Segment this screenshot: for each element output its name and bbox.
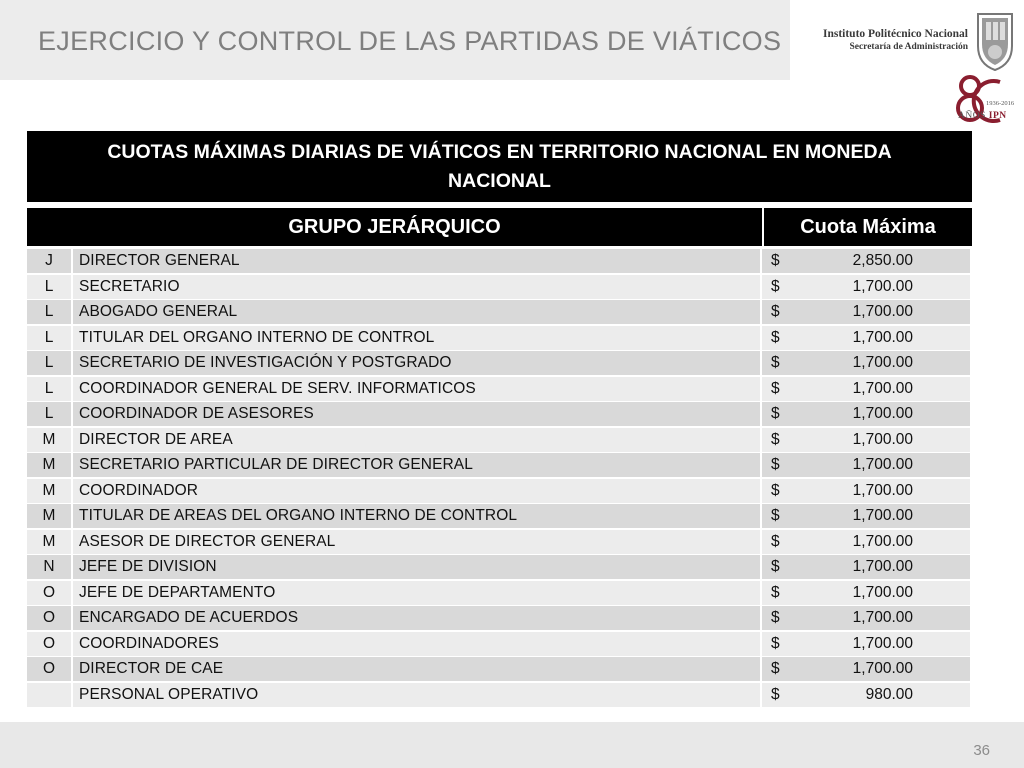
position-cell: ENCARGADO DE ACUERDOS (73, 606, 760, 630)
level-cell: L (27, 351, 71, 375)
ipn-emblem-icon (974, 10, 1016, 72)
level-cell: N (27, 555, 71, 579)
amount-value: 1,700.00 (852, 379, 913, 397)
amount-value: 1,700.00 (852, 481, 913, 499)
level-cell: O (27, 581, 71, 605)
position-cell: COORDINADORES (73, 632, 760, 656)
table-row (27, 326, 972, 352)
table-title: CUOTAS MÁXIMAS DIARIAS DE VIÁTICOS EN TERRITORIO NACIONAL EN MONEDA NACIONAL (27, 131, 972, 202)
amount-cell (762, 453, 970, 477)
level-cell (27, 683, 71, 707)
level-cell: L (27, 300, 71, 324)
amount-cell (762, 402, 970, 426)
institution-name (806, 28, 968, 54)
currency-symbol: $ (771, 430, 780, 448)
table-row (27, 402, 972, 428)
level-cell: O (27, 657, 71, 681)
currency-symbol: $ (771, 354, 780, 371)
position-cell: ABOGADO GENERAL (73, 300, 760, 324)
amount-value: 1,700.00 (852, 277, 913, 295)
anniversary-years: 1936-2016 (986, 100, 1015, 107)
currency-symbol: $ (771, 481, 780, 499)
level-cell: L (27, 377, 71, 401)
currency-symbol: $ (771, 252, 780, 269)
currency-symbol: $ (771, 328, 780, 346)
header-grupo-jerarquico: GRUPO JERÁRQUICO (27, 208, 762, 246)
table-row (27, 377, 972, 403)
position-cell: COORDINADOR DE ASESORES (73, 402, 760, 426)
currency-symbol: $ (771, 277, 780, 295)
level-cell: M (27, 504, 71, 528)
amount-value: 1,700.00 (852, 583, 913, 601)
level-cell: L (27, 275, 71, 299)
level-cell: M (27, 428, 71, 452)
amount-cell (762, 632, 970, 656)
position-cell: JEFE DE DEPARTAMENTO (73, 581, 760, 605)
amount-value: 1,700.00 (852, 430, 913, 448)
table-row (27, 249, 972, 275)
level-cell: M (27, 530, 71, 554)
amount-value: 1,700.00 (852, 405, 913, 422)
currency-symbol: $ (771, 379, 780, 397)
amount-value: 980.00 (865, 685, 913, 703)
amount-value: 1,700.00 (852, 303, 913, 320)
amount-value: 1,700.00 (852, 456, 913, 473)
amount-cell (762, 606, 970, 630)
amount-cell (762, 657, 970, 681)
quota-table-body (27, 249, 972, 708)
level-cell: O (27, 632, 71, 656)
level-cell: L (27, 402, 71, 426)
amount-cell (762, 275, 970, 299)
amount-value: 1,700.00 (852, 558, 913, 575)
amount-value: 1,700.00 (852, 354, 913, 371)
table-row (27, 479, 972, 505)
table-row (27, 555, 972, 581)
amount-cell (762, 504, 970, 528)
amount-cell (762, 555, 970, 579)
currency-symbol: $ (771, 660, 780, 677)
table-row (27, 453, 972, 479)
amount-cell (762, 428, 970, 452)
amount-cell (762, 683, 970, 707)
anniversary-label (958, 111, 1007, 121)
amount-cell (762, 249, 970, 273)
position-cell: SECRETARIO PARTICULAR DE DIRECTOR GENERAL (73, 453, 760, 477)
position-cell: COORDINADOR (73, 479, 760, 503)
position-cell: PERSONAL OPERATIVO (73, 683, 760, 707)
amount-cell (762, 351, 970, 375)
header-cuota-maxima: Cuota Máxima (764, 208, 972, 246)
currency-symbol: $ (771, 558, 780, 575)
amount-value: 1,700.00 (852, 634, 913, 652)
amount-cell (762, 300, 970, 324)
ipn-text: IPN (988, 111, 1007, 121)
currency-symbol: $ (771, 609, 780, 626)
amount-value: 1,700.00 (852, 609, 913, 626)
institution-label: Instituto Politécnico Nacional (822, 28, 968, 40)
position-cell: JEFE DE DIVISION (73, 555, 760, 579)
table-row (27, 504, 972, 530)
position-cell: DIRECTOR DE AREA (73, 428, 760, 452)
level-cell: L (27, 326, 71, 350)
table-row (27, 632, 972, 658)
position-cell: ASESOR DE DIRECTOR GENERAL (73, 530, 760, 554)
currency-symbol: $ (771, 532, 780, 550)
table-row (27, 657, 972, 683)
slide-title: EJERCICIO Y CONTROL DE LAS PARTIDAS DE VIÁTICOS (38, 26, 782, 56)
position-cell: SECRETARIO DE INVESTIGACIÓN Y POSTGRADO (73, 351, 760, 375)
department-label: Secretaría de Administración (849, 42, 968, 52)
page-number: 36 (973, 742, 990, 759)
amount-cell (762, 479, 970, 503)
table-row (27, 530, 972, 556)
position-cell: COORDINADOR GENERAL DE SERV. INFORMATICOS (73, 377, 760, 401)
currency-symbol: $ (771, 456, 780, 473)
amount-cell (762, 530, 970, 554)
footer-band (0, 722, 1024, 768)
position-cell: TITULAR DE AREAS DEL ORGANO INTERNO DE CONTROL (73, 504, 760, 528)
anos-text: AÑOS (958, 111, 986, 121)
position-cell: DIRECTOR GENERAL (73, 249, 760, 273)
amount-value: 1,700.00 (852, 507, 913, 524)
table-row (27, 300, 972, 326)
level-cell: M (27, 453, 71, 477)
ipn-logo (806, 8, 1016, 133)
table-row (27, 606, 972, 632)
level-cell: M (27, 479, 71, 503)
amount-cell (762, 377, 970, 401)
level-cell: O (27, 606, 71, 630)
amount-value: 1,700.00 (852, 328, 913, 346)
table-row (27, 581, 972, 607)
amount-value: 1,700.00 (852, 532, 913, 550)
currency-symbol: $ (771, 634, 780, 652)
level-cell: J (27, 249, 71, 273)
currency-symbol: $ (771, 583, 780, 601)
currency-symbol: $ (771, 507, 780, 524)
amount-cell (762, 326, 970, 350)
currency-symbol: $ (771, 303, 780, 320)
amount-value: 2,850.00 (852, 252, 913, 269)
table-row (27, 428, 972, 454)
amount-cell (762, 581, 970, 605)
position-cell: DIRECTOR DE CAE (73, 657, 760, 681)
table-row (27, 275, 972, 301)
amount-value: 1,700.00 (852, 660, 913, 677)
table-row (27, 351, 972, 377)
position-cell: SECRETARIO (73, 275, 760, 299)
currency-symbol: $ (771, 685, 780, 703)
currency-symbol: $ (771, 405, 780, 422)
table-row (27, 683, 972, 709)
position-cell: TITULAR DEL ORGANO INTERNO DE CONTROL (73, 326, 760, 350)
